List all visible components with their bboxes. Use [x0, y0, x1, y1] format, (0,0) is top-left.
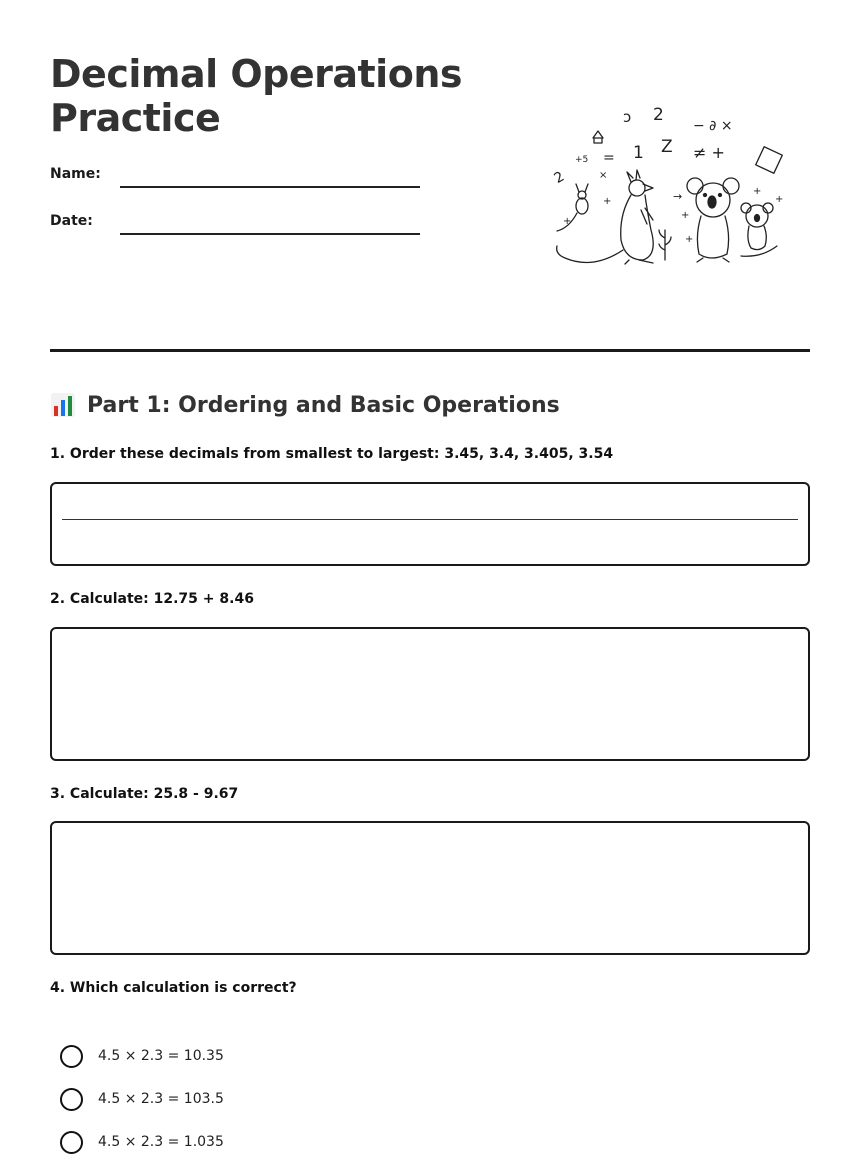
radio-button[interactable]: [60, 1088, 83, 1111]
bar-chart-icon: [50, 392, 76, 418]
svg-text:+: +: [775, 194, 784, 205]
date-label: Date:: [50, 213, 93, 229]
answer-line: [62, 519, 798, 520]
option-1-label: 4.5 × 2.3 = 10.35: [98, 1048, 224, 1064]
svg-text:1: 1: [633, 143, 644, 163]
section-header: [50, 390, 560, 420]
question-3: 3. Calculate: 25.8 - 9.67: [50, 786, 239, 802]
option-2[interactable]: [60, 1087, 224, 1111]
svg-text:+: +: [603, 196, 612, 207]
radio-button[interactable]: [60, 1131, 83, 1154]
svg-text:2: 2: [551, 168, 568, 187]
svg-text:+: +: [685, 234, 694, 245]
svg-text:Z: Z: [661, 137, 673, 157]
answer-box-2[interactable]: [50, 627, 810, 761]
radio-button[interactable]: [60, 1045, 83, 1068]
question-1: 1. Order these decimals from smallest to largest: 3.45, 3.4, 3.405, 3.54: [50, 446, 614, 462]
page-title-line-2: Practice: [50, 96, 221, 140]
svg-text:ↄ: ↄ: [623, 108, 632, 126]
svg-text:×: ×: [599, 170, 608, 181]
page-title: [50, 52, 462, 140]
page-title-line-1: Decimal Operations: [50, 52, 462, 96]
option-2-label: 4.5 × 2.3 = 103.5: [98, 1091, 224, 1107]
answer-box-3[interactable]: [50, 821, 810, 955]
kangaroo-koala-illustration: [545, 100, 790, 270]
section-title: Part 1: Ordering and Basic Operations: [87, 392, 560, 418]
question-2: 2. Calculate: 12.75 + 8.46: [50, 591, 254, 607]
question-4: 4. Which calculation is correct?: [50, 980, 297, 996]
answer-box-1[interactable]: [50, 482, 810, 566]
svg-text:+: +: [563, 216, 572, 227]
svg-text:→: →: [673, 190, 683, 203]
svg-text:2: 2: [653, 105, 664, 125]
option-3[interactable]: [60, 1130, 224, 1154]
svg-text:+: +: [753, 186, 762, 197]
svg-text:+5: +5: [575, 155, 589, 165]
name-field[interactable]: [120, 186, 420, 188]
svg-text:≠ +: ≠ +: [693, 143, 725, 162]
svg-text:+: +: [681, 210, 690, 221]
date-field[interactable]: [120, 233, 420, 235]
option-3-label: 4.5 × 2.3 = 1.035: [98, 1134, 224, 1150]
svg-text:=: =: [603, 150, 615, 166]
option-1[interactable]: [60, 1044, 224, 1068]
section-divider: [50, 349, 810, 352]
name-label: Name:: [50, 166, 101, 182]
svg-text:− ∂ ×: − ∂ ×: [693, 118, 733, 134]
